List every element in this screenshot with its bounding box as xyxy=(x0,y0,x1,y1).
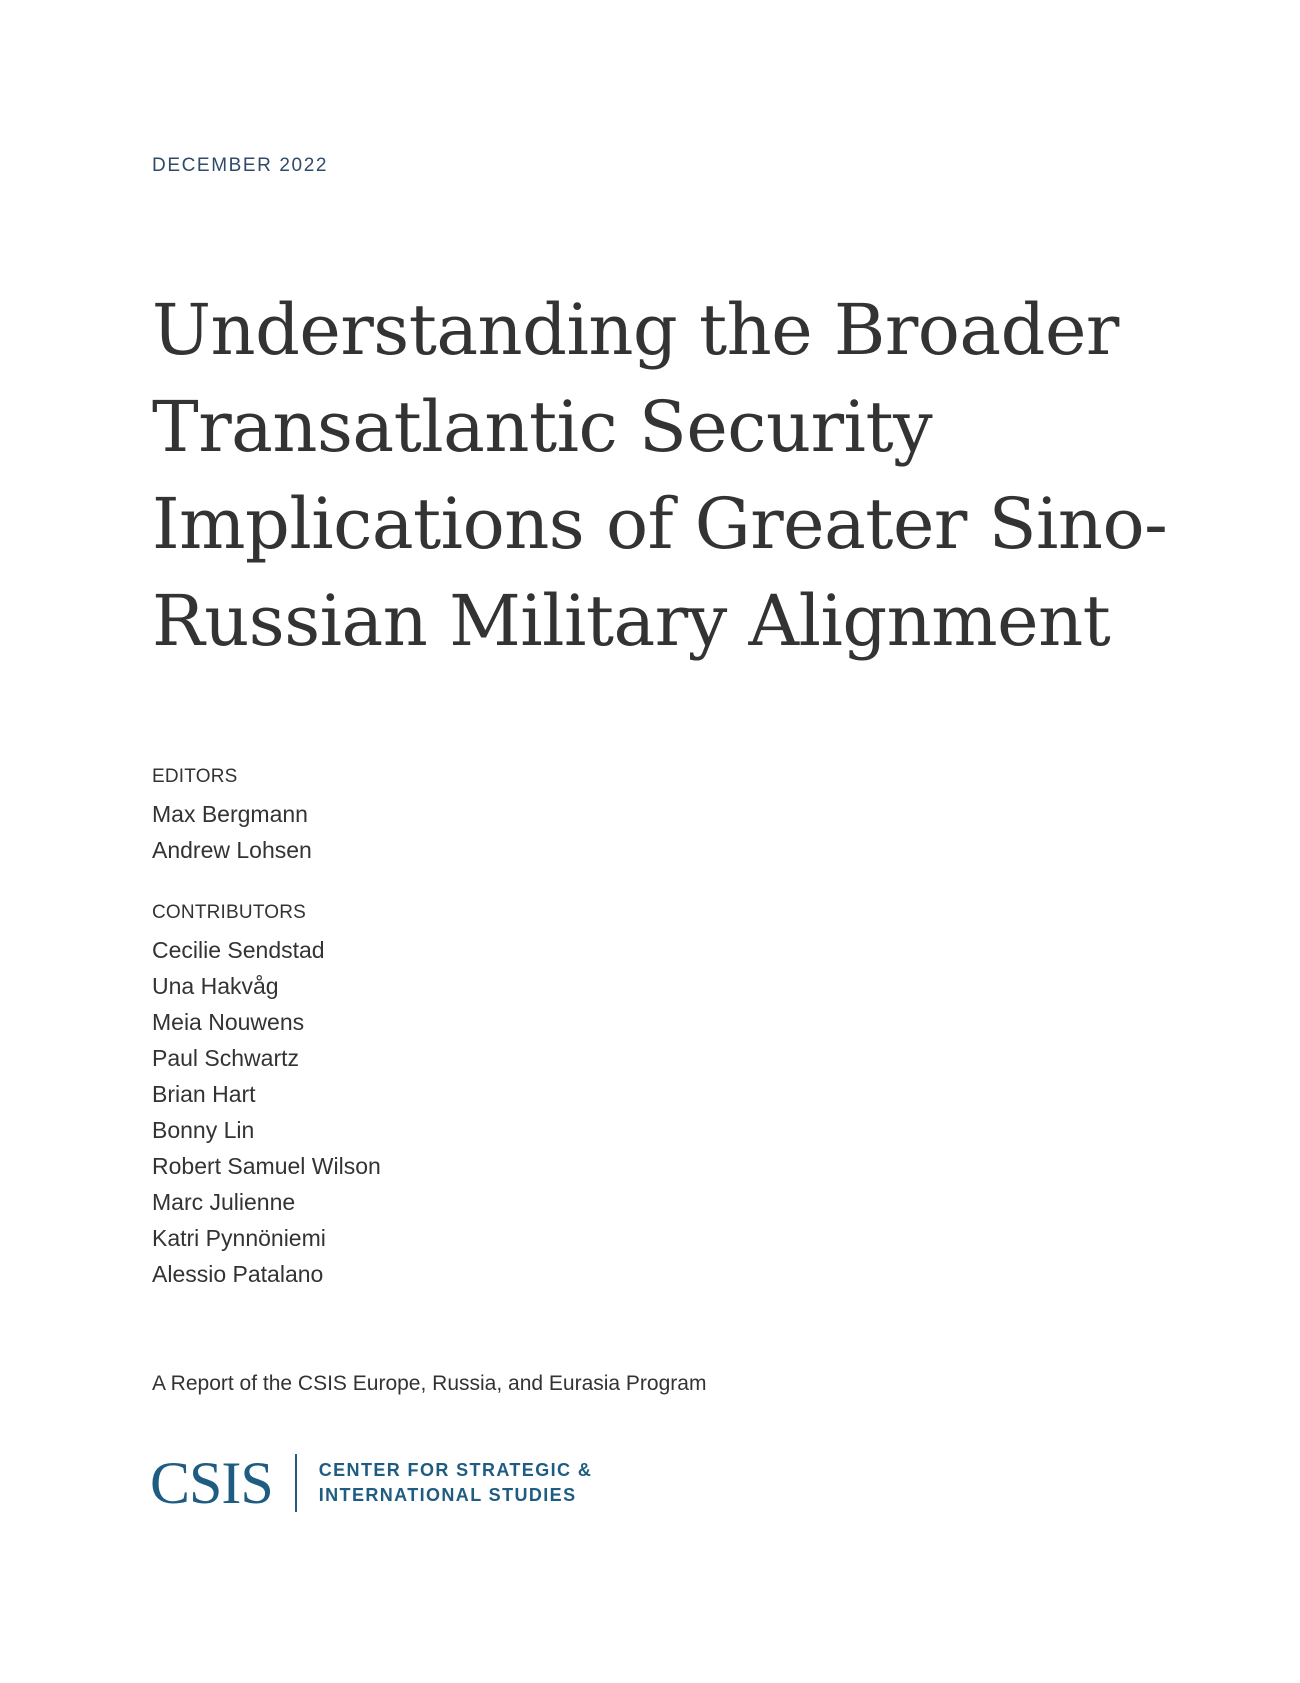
csis-logo xyxy=(150,1450,593,1516)
csis-logo-mark: CSIS xyxy=(150,1450,273,1516)
title-line-3: Implications of Greater Sino- xyxy=(152,483,1168,565)
contributors-heading: CONTRIBUTORS xyxy=(152,902,307,923)
title-line-1: Understanding the Broader xyxy=(152,289,1119,371)
contributors-section xyxy=(152,902,381,1292)
contributor-name: Paul Schwartz xyxy=(152,1045,300,1071)
editors-section xyxy=(152,766,312,868)
contributor-name: Marc Julienne xyxy=(152,1189,296,1215)
contributor-name: Meia Nouwens xyxy=(152,1009,305,1035)
contributor-name: Katri Pynnöniemi xyxy=(152,1225,326,1251)
contributor-name: Robert Samuel Wilson xyxy=(152,1153,381,1179)
program-attribution: A Report of the CSIS Europe, Russia, and Eurasia Program xyxy=(152,1372,707,1395)
title-line-2: Transatlantic Security xyxy=(152,386,933,468)
editor-name: Max Bergmann xyxy=(152,801,308,827)
editor-name: Andrew Lohsen xyxy=(152,837,312,863)
editors-heading: EDITORS xyxy=(152,766,238,787)
contributor-name: Bonny Lin xyxy=(152,1117,255,1143)
publication-date: DECEMBER 2022 xyxy=(152,155,329,176)
report-title xyxy=(152,282,1232,670)
contributor-name: Cecilie Sendstad xyxy=(152,937,325,963)
contributor-name: Alessio Patalano xyxy=(152,1261,324,1287)
logo-divider xyxy=(295,1454,297,1512)
csis-logo-text xyxy=(319,1458,592,1508)
title-line-4: Russian Military Alignment xyxy=(152,580,1111,662)
contributor-name: Una Hakvåg xyxy=(152,973,279,999)
logo-text-line-1: CENTER FOR STRATEGIC & xyxy=(318,1460,593,1480)
contributor-name: Brian Hart xyxy=(152,1081,256,1107)
logo-text-line-2: INTERNATIONAL STUDIES xyxy=(318,1485,577,1505)
